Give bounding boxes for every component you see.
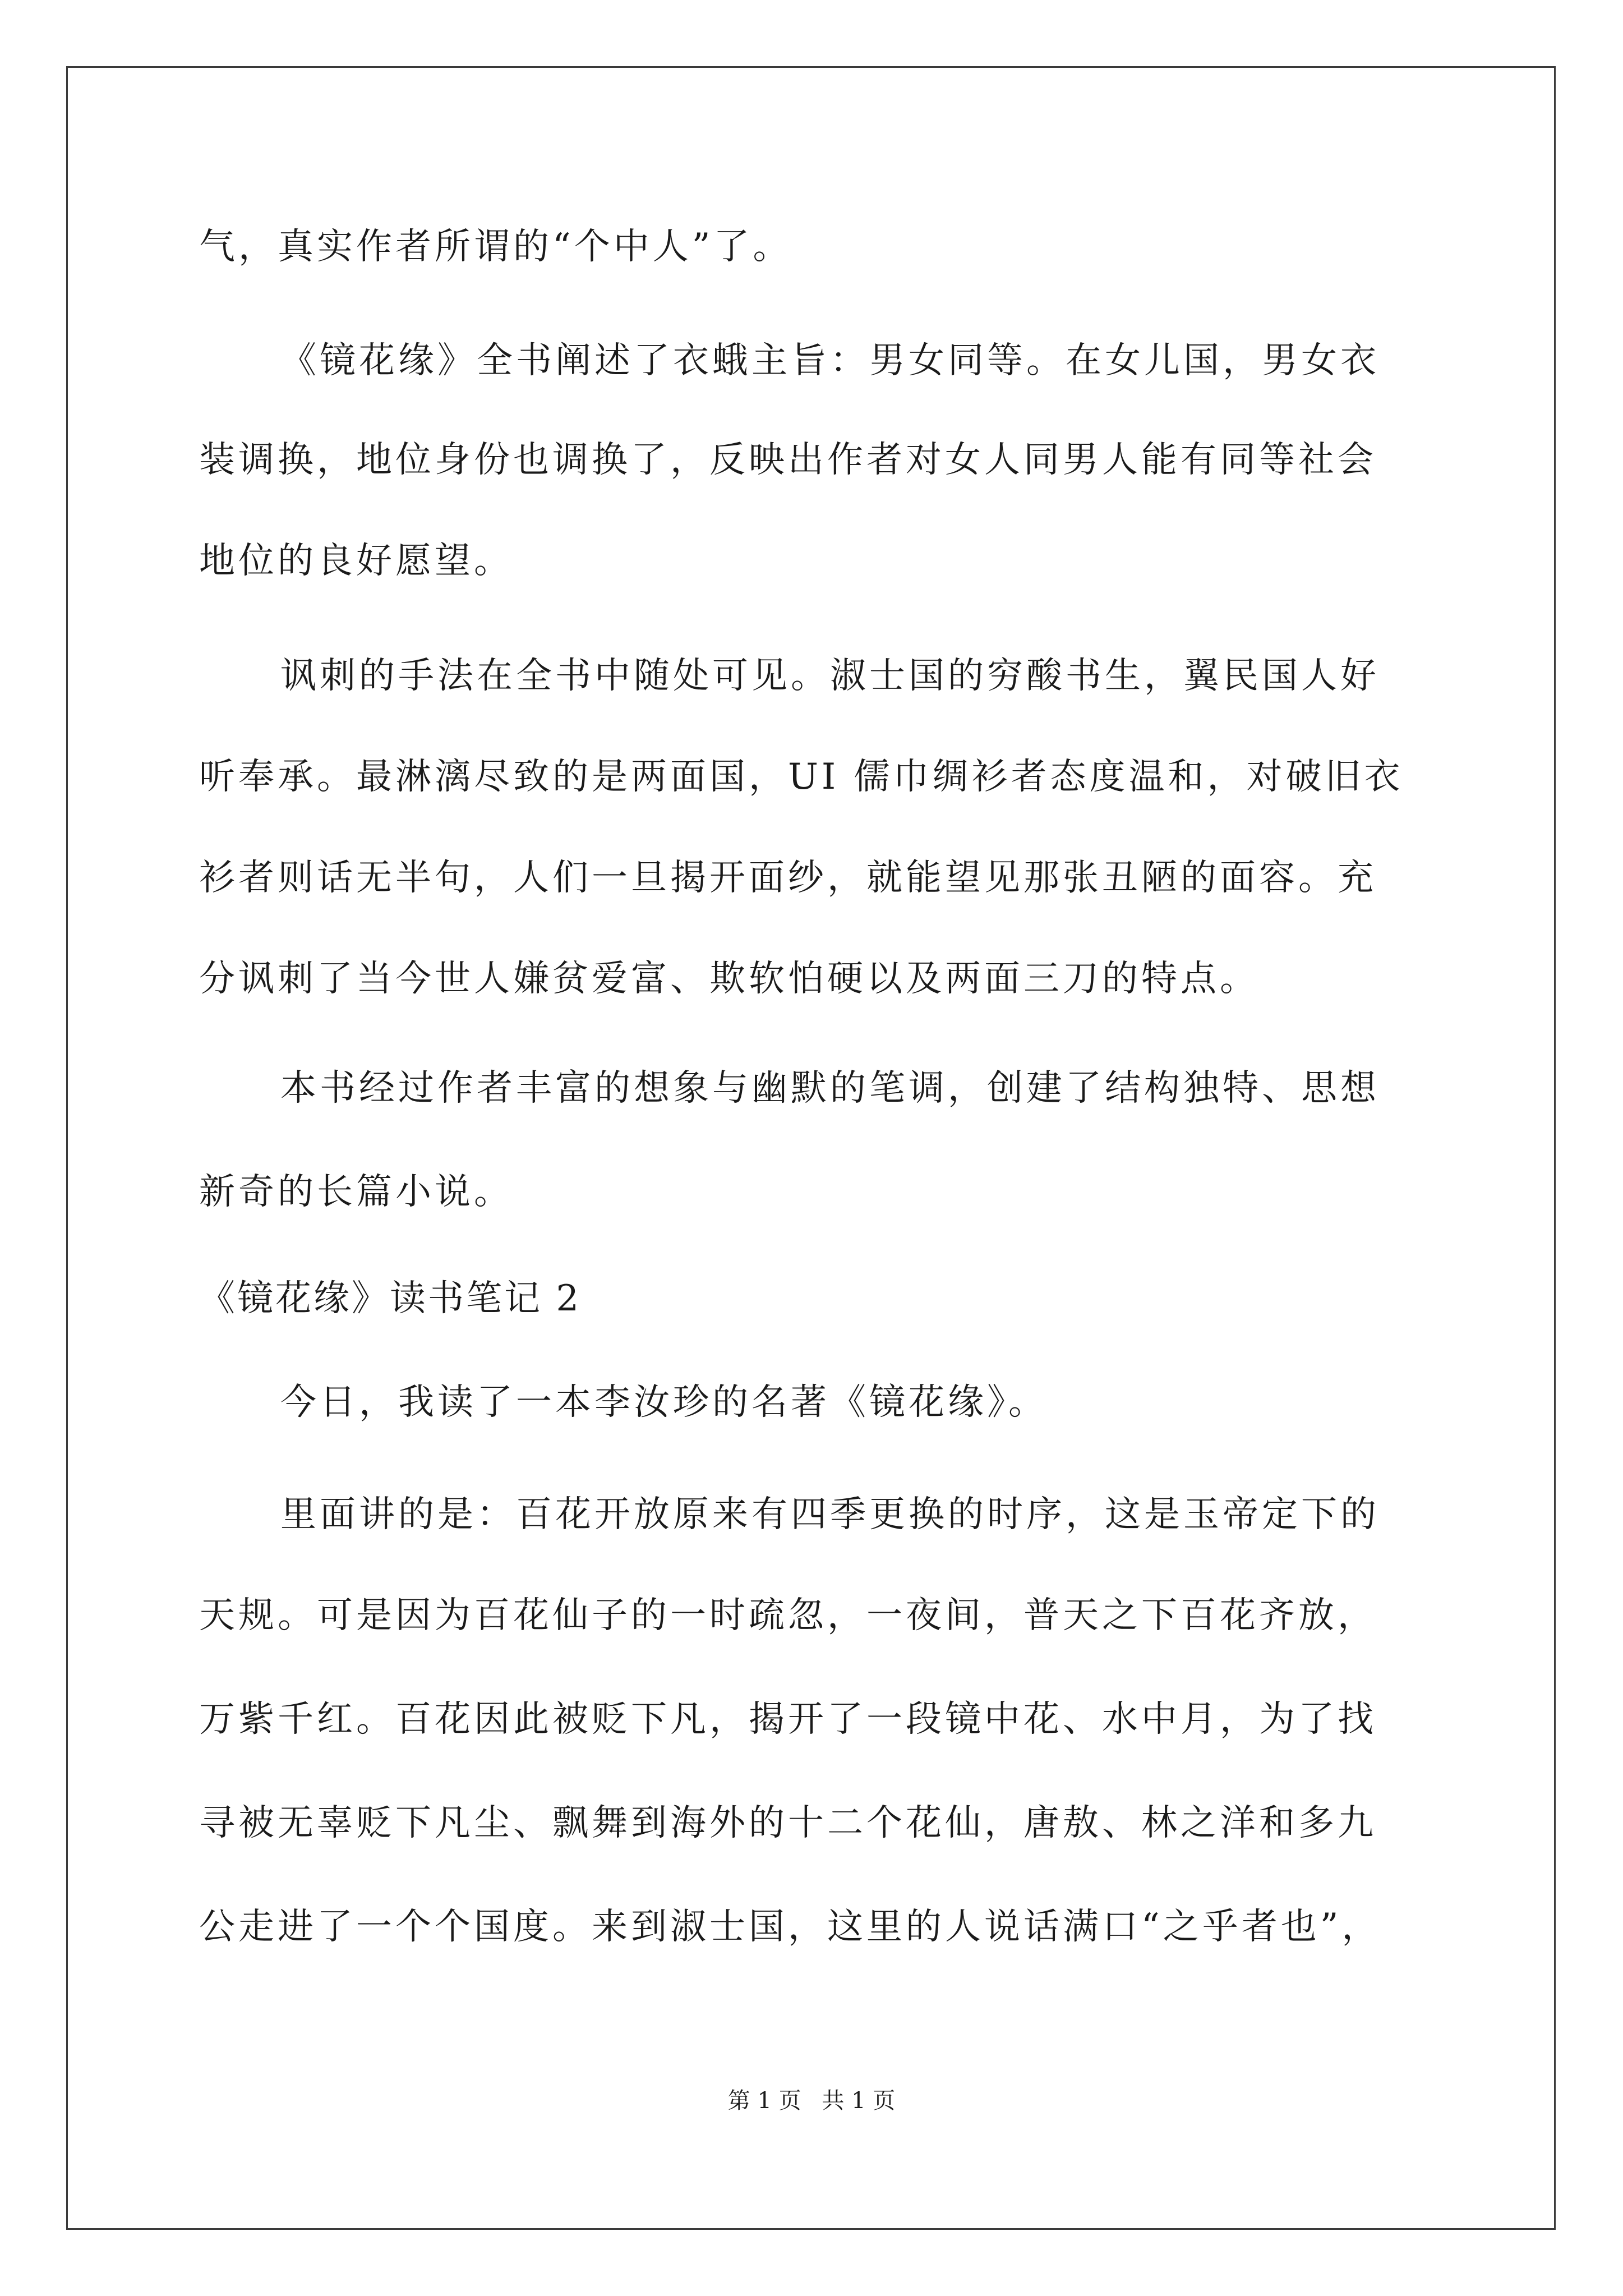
text-line-1: 气，真实作者所谓的“个中人”了。 xyxy=(199,226,792,268)
text-line-4: 地位的良好愿望。 xyxy=(199,540,513,582)
text-line-13: 里面讲的是：百花开放原来有四季更换的时序，这是玉帝定下的 xyxy=(280,1494,1380,1535)
text-line-6: 听奉承。最淋漓尽致的是两面国，UI 儒巾绸衫者态度温和，对破旧衣 xyxy=(199,756,1404,798)
page-number: 第 1 页 xyxy=(727,2088,801,2114)
text-line-5: 讽刺的手法在全书中随处可见。淑士国的穷酸书生，翼民国人好 xyxy=(280,655,1380,697)
page-footer xyxy=(0,2087,1623,2115)
text-line-17: 公走进了一个个国度。来到淑士国，这里的人说话满口“之乎者也”， xyxy=(199,1906,1381,1948)
text-line-3: 装调换，地位身份也调换了，反映出作者对女人同男人能有同等社会 xyxy=(199,439,1377,481)
text-line-15: 万紫千红。百花因此被贬下凡，揭开了一段镜中花、水中月，为了找 xyxy=(199,1699,1377,1740)
text-line-2: 《镜花缘》全书阐述了衣蛾主旨：男女同等。在女儿国，男女衣 xyxy=(280,340,1380,381)
text-line-8: 分讽刺了当今世人嫌贫爱富、欺软怕硬以及两面三刀的特点。 xyxy=(199,958,1259,1000)
text-line-9: 本书经过作者丰富的想象与幽默的笔调，创建了结构独特、思想 xyxy=(280,1068,1380,1109)
page-total: 共 1 页 xyxy=(822,2088,896,2114)
text-line-12: 今日，我读了一本李汝珍的名著《镜花缘》。 xyxy=(280,1382,1048,1423)
section-heading: 《镜花缘》读书笔记 2 xyxy=(199,1278,582,1319)
text-line-7: 衫者则话无半句，人们一旦揭开面纱，就能望见那张丑陋的面容。充 xyxy=(199,857,1377,899)
text-line-14: 天规。可是因为百花仙子的一时疏忽，一夜间，普天之下百花齐放， xyxy=(199,1595,1377,1636)
text-line-10: 新奇的长篇小说。 xyxy=(199,1171,513,1213)
text-line-16: 寻被无辜贬下凡尘、飘舞到海外的十二个花仙，唐敖、林之洋和多九 xyxy=(199,1802,1377,1844)
